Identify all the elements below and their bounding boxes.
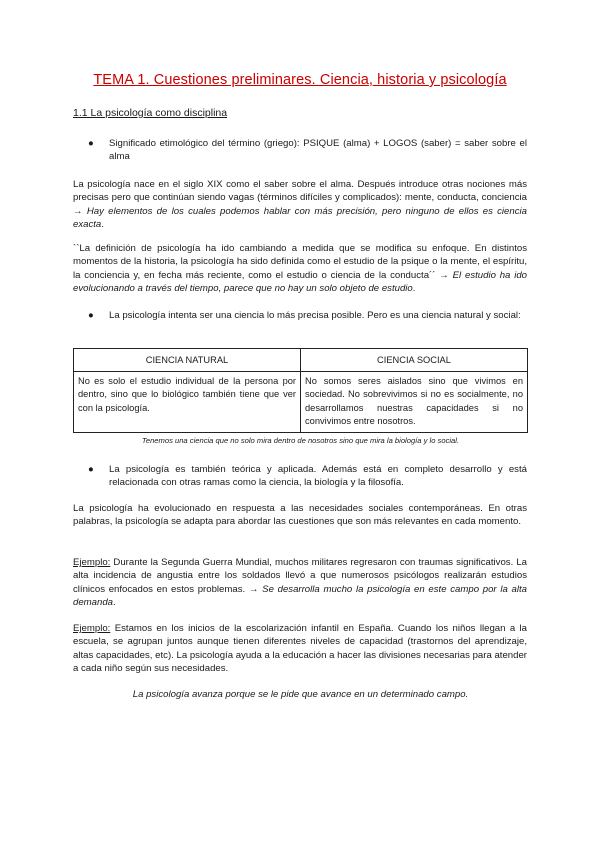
paragraph-origin-text: La psicología nace en el siglo XIX como el saber sobre el alma. Después introduce otras nociones más precisas pero que continúan siendo vagas (términos difíciles y complicados): mente, conducta, conciencia →: [73, 179, 527, 217]
bullet-etymology: Significado etimológico del término (griego): PSIQUE (alma) + LOGOS (saber) = saber sobre el alma: [109, 138, 527, 162]
paragraph-origin-italic: Hay elementos de los cuales podemos hablar con más precisión, pero ninguno de ellos es ciencia exacta: [73, 205, 527, 231]
table-header-social: CIENCIA SOCIAL: [301, 349, 528, 372]
paragraph-origin-end: .: [101, 219, 104, 231]
table-header-natural: CIENCIA NATURAL: [74, 349, 301, 372]
example-school-text: Estamos en los inicios de la escolarización infantil en España. Cuando los niños llegan a la escuela, se agrupan juntos aunque tienen diferentes niveles de capacidad (trastornos del aprendizaje, altas capacidades, etc). La psicología ayuda a la educación a hacer las divisiones necesarias para atender a cada niño según sus necesidades.: [73, 623, 527, 675]
paragraph-evolution: La psicología ha evolucionado en respuesta a las necesidades sociales contemporáneas. En otras palabras, la psicología se adapta para abordar las cuestiones que son más relevantes en cada momento.: [73, 503, 527, 528]
table-cell-social: No somos seres aislados sino que vivimos en sociedad. No sobrevivimos si no es socialmente, no desarrollamos nuestras capacidades si no convivimos entre nosotros.: [301, 372, 528, 433]
paragraph-definition: [73, 242, 527, 296]
example-war-end: .: [113, 597, 116, 609]
bullet-theoretical-applied: La psicología es también teórica y aplicada. Además está en completo desarrollo y está relacionada con otras ramas como la ciencia, la biología y la filosofía.: [109, 464, 527, 488]
table-cell-natural: No es solo el estudio individual de la persona por dentro, sino que lo biológico también tiene que ver con la psicología.: [74, 372, 301, 433]
paragraph-origin: [73, 178, 527, 232]
section-heading: 1.1 La psicología como disciplina: [73, 107, 228, 119]
table-row: [74, 372, 528, 433]
example-war-italic: Se desarrolla mucho la psicología en este campo por la alta demanda: [73, 583, 527, 609]
table-caption: Tenemos una ciencia que no solo mira dentro de nosotros sino que mira la biología y lo social.: [141, 436, 460, 445]
document-title: TEMA 1. Cuestiones preliminares. Ciencia, historia y psicología: [93, 72, 507, 88]
table-header-row: [74, 349, 528, 372]
bullet-marker: ●: [88, 138, 94, 149]
comparison-table: [73, 348, 528, 433]
paragraph-definition-text: ``La definición de psicología ha ido cambiando a medida que se modifica su enfoque. En distintos momentos de la historia, la psicología ha sido definida como el estudio de la psique o la mente, el espíritu, la conciencia y, en fecha más reciente, como el estudio o ciencia de la conducta´´ →: [73, 243, 527, 281]
paragraph-definition-italic: El estudio ha ido evolucionando a través del tiempo, parece que no hay un solo objeto de estudio: [73, 269, 527, 295]
bullet-marker: ●: [88, 464, 94, 475]
example-label: Ejemplo:: [73, 623, 111, 634]
example-label: Ejemplo:: [73, 557, 111, 568]
closing-statement: La psicología avanza porque se le pide que avance en un determinado campo.: [132, 689, 469, 700]
example-war-text: Durante la Segunda Guerra Mundial, muchos militares regresaron con traumas significativos. La alta incidencia de angustia entre los soldados llevó a que numerosos psicólogos realizarán estudios clínicos enfocados en estos problemas. →: [73, 557, 527, 595]
example-school: [73, 622, 527, 676]
bullet-natural-social: La psicología intenta ser una ciencia lo más precisa posible. Pero es una ciencia natural y social:: [109, 310, 521, 321]
example-war: [73, 556, 527, 610]
paragraph-definition-end: .: [412, 283, 416, 295]
bullet-marker: ●: [88, 310, 94, 321]
